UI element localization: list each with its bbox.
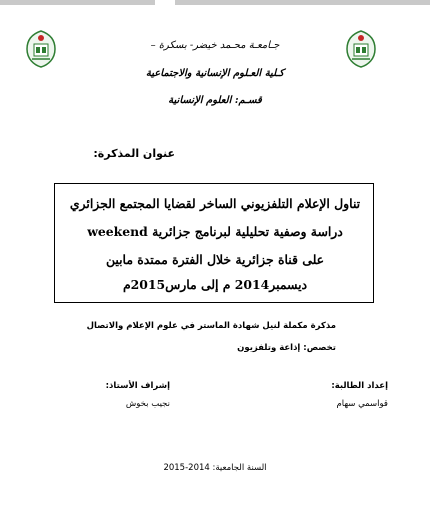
student-name: قواسمي سهام [336, 399, 388, 409]
thesis-specialty: تخصص: إذاعة وتلفزيون [237, 343, 336, 353]
toolbar-strip-right [175, 0, 430, 5]
student-label: إعداد الطالبة: [331, 381, 388, 391]
thesis-title-box [54, 183, 374, 303]
title-line-1: تناول الإعلام التلفزيوني الساخر لقضايا المجتمع الجزائري [69, 196, 361, 211]
title-label: عنوان المذكرة: [93, 147, 175, 160]
title-line-3: على قناة جزائرية خلال الفترة ممتدة مابين [105, 252, 325, 267]
title-line-4: ديسمبر2014 م إلى مارس2015م [122, 277, 308, 292]
university-name: جـامعـة محـمد خيضر- بسكرة – [150, 40, 280, 51]
department-name: قسـم: العلوم الإنسانية [168, 95, 262, 106]
toolbar-strip-left [0, 0, 155, 5]
supervisor-label: إشراف الأستاذ: [105, 381, 170, 391]
supervisor-name: نجيب بخوش [125, 399, 170, 409]
faculty-name: كـلية العـلوم الإنسانية والاجتماعية [145, 68, 285, 79]
title-line-2: دراسة وصفية تحليلية لبرنامج جزائرية weekend [87, 224, 343, 239]
academic-year: السنة الجامعية: 2014-2015 [163, 463, 267, 473]
thesis-purpose: مذكرة مكملة لنيل شهادة الماستر في علوم الإعلام والاتصال [86, 321, 336, 331]
